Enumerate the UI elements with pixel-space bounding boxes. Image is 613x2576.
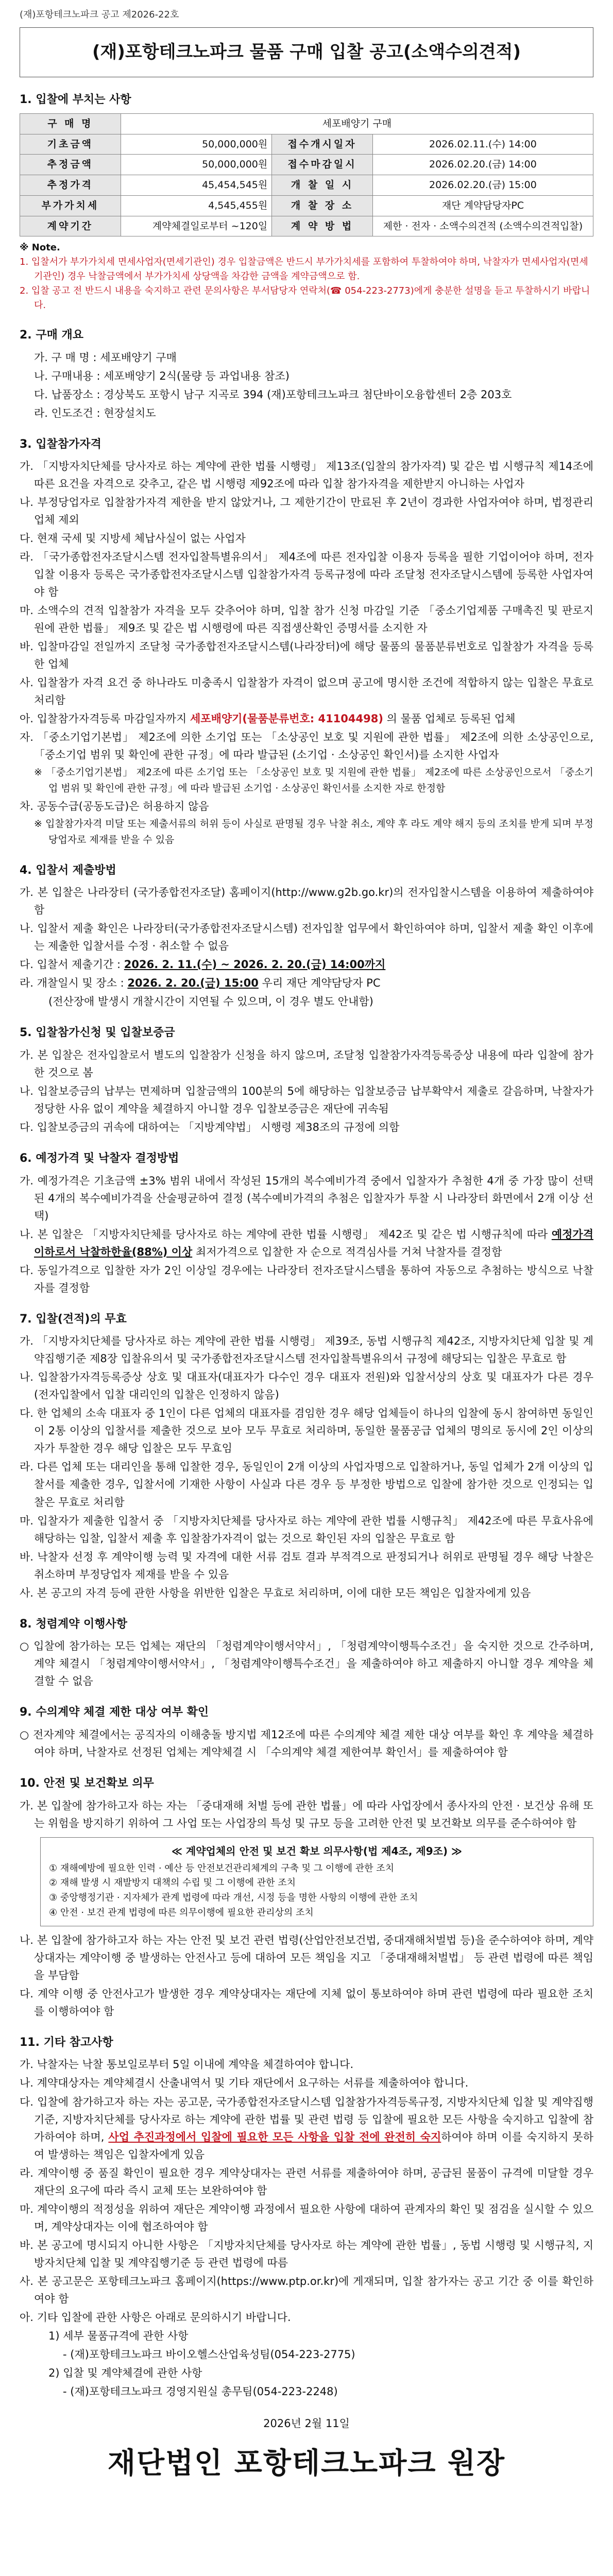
section-8-heading: 8. 청렴계약 이행사항 [20, 1617, 127, 1631]
note-item: 1. 입찰서가 부가가치세 면세사업자(면세기관인) 경우 입찰금액은 반드시 부가가치세를 포함하여 투찰하여야 하며, 낙찰자가 면세사업자(면세기관인) 경우 낙찰금액에서 부가가치세 상당액을 차감한 금액을 계약금액으로 함. [20, 257, 588, 282]
notice-number: (재)포항테크노파크 공고 제2026-22호 [20, 9, 179, 20]
section-10-heading: 10. 안전 및 보건확보 의무 [20, 1776, 154, 1790]
cell-value: 45,454,545원 [121, 175, 272, 196]
submission-period: 2026. 2. 11.(수) ~ 2026. 2. 20.(금) 14:00까지 [124, 958, 386, 971]
cell-header: 추정가격 [20, 175, 121, 196]
award-rate-highlight: 예정가격 이하로서 낙찰하한율(88%) 이상 [34, 1228, 593, 1258]
qualification-item: 차. 공동수급(공동도급)은 허용하지 않음 [20, 800, 209, 813]
submission-item: 가. 본 입찰은 나라장터 (국가종합전자조달) 홈페이지(http://www.g2b.go.kr)의 전자입찰시스템을 이용하여 제출하여야 함 [20, 886, 593, 917]
reference-item: 라. 계약이행 중 품질 확인이 필요한 경우 계약상대자는 관련 서류를 제출하여야 하며, 공급된 물품이 규격에 미달할 경우 재단의 요구에 따라 즉시 교체 또는 보완하여야 함 [20, 2166, 593, 2197]
table-row [20, 216, 593, 236]
safety-duty: ③ 중앙행정기관 · 지자체가 관계 법령에 따라 개선, 시정 등을 명한 사항의 이행에 관한 조치 [49, 1892, 418, 1904]
cell-header: 부가가치세 [20, 195, 121, 216]
safety-duty: ① 재해예방에 필요한 인력 · 예산 등 안전보건관리체계의 구축 및 그 이행에 관한 조치 [49, 1862, 395, 1874]
section-11-heading: 11. 기타 참고사항 [20, 2036, 113, 2049]
safety-duty: ② 재해 발생 시 재발방지 대책의 수립 및 그 이행에 관한 조치 [49, 1877, 296, 1889]
safety-item: 나. 본 입찰에 참가하고자 하는 자는 안전 및 보건 관련 법령(산업안전보건법, 중대재해처벌법 등)을 준수하여야 하며, 계약상대자는 계약이행 중 발생하는 안전사고 등에 대하여 모든 책임을 지고 「중대재해처벌법」 등 관련 법령에 따른 책임을 부담함 [20, 1934, 593, 1981]
qualification-item: 가. 「지방자치단체를 당사자로 하는 계약에 관한 법률 시행령」 제13조(입찰의 참가자격) 및 같은 법 시행규칙 제14조에 따른 요건을 자격으로 갖추고, 같은 법 시행령 제92조에 따라 입찰 참가자격을 제한받지 아니하는 사업자 [20, 460, 593, 490]
invalid-item: 가. 「지방자치단체를 당사자로 하는 계약에 관한 법률 시행령」 제39조, 동법 시행규칙 제42조, 지방자치단체 입찰 및 계약집행기준 제8장 입찰유의서 및 국가종합전자조달시스템 전자입찰특별유의서 규정에 해당되는 입찰은 무효로 함 [20, 1335, 593, 1365]
cell-header: 계 약 방 법 [272, 216, 373, 236]
qualification-item: 사. 입찰참가 자격 요건 중 하나라도 미충족시 입찰참가 자격이 없으며 공고에 명시한 조건에 적합하지 않는 입찰은 무효로 처리함 [20, 676, 593, 707]
safety-box-title: ≪ 계약업체의 안전 및 보건 확보 의무사항(법 제4조, 제9조) ≫ [172, 1844, 462, 1857]
note-block [20, 241, 593, 312]
reference-item: 마. 계약이행의 적정성을 위하여 재단은 계약이행 과정에서 필요한 사항에 대하여 관계자의 확인 및 점검을 실시할 수 있으며, 계약상대자는 이에 협조하여야 함 [20, 2202, 593, 2233]
award-text: 최저가격으로 입찰한 자 순으로 적격심사를 거쳐 낙찰자를 결정함 [192, 1245, 502, 1258]
safety-item: 가. 본 입찰에 참가하고자 하는 자는 「중대재해 처벌 등에 관한 법률」에 따라 사업장에서 종사자의 안전 · 보건상 유해 또는 위험을 방지하기 위하여 그 사업 또는 사업장의 특성 및 규모 등을 고려한 안전 및 보건확보 의무를 준수하여야 함 [20, 1799, 593, 1829]
page-title: (재)포항테크노파크 물품 구매 입찰 공고(소액수의견적) [20, 27, 593, 77]
table-row [20, 175, 593, 196]
note-title: ※ Note. [20, 242, 60, 253]
opening-datetime: 2026. 2. 20.(금) 15:00 [127, 977, 259, 990]
notice-date: 2026년 2월 11일 [263, 2417, 350, 2430]
contact-line: - (재)포항테크노파크 바이오헬스산업육성팀(054-223-2775) [63, 2348, 355, 2361]
qualification-note: ※ 입찰참가자격 미달 또는 제출서류의 허위 등이 사실로 판명될 경우 낙찰 취소, 계약 후 라도 계약 해지 등의 조치를 받게 되며 부정당업자로 제재를 받을 수 있음 [34, 818, 593, 845]
section-6-heading: 6. 예정가격 및 낙찰자 결정방법 [20, 1152, 179, 1165]
invalid-item: 나. 입찰참가자격등록증상 상호 및 대표자(대표자가 다수인 경우 대표자 전원)와 입찰서상의 상호 및 대표자가 다른 경우 (전자입찰에서 입찰 대리인의 입찰은 인정하지 않음) [20, 1371, 593, 1401]
reference-item [20, 2093, 593, 2163]
contact-label: 1) 세부 물품규격에 관한 사항 [48, 2329, 189, 2342]
deposit-item: 가. 본 입찰은 전자입찰로서 별도의 입찰참가 신청을 하지 않으며, 조달청 입찰참가자격등록증상 내용에 따라 입찰에 참가한 것으로 봄 [20, 1048, 593, 1079]
overview-line: 가. 구 매 명 : 세포배양기 구매 [34, 351, 177, 364]
contact-label: 2) 입찰 및 계약체결에 관한 사항 [48, 2366, 202, 2379]
section-9-heading: 9. 수의계약 체결 제한 대상 여부 확인 [20, 1706, 209, 1719]
cell-value: 50,000,000원 [121, 155, 272, 175]
award-item: 다. 동일가격으로 입찰한 자가 2인 이상일 경우에는 나라장터 전자조달시스템을 통하여 자동으로 추첨하는 방식으로 낙찰자를 결정함 [20, 1264, 593, 1294]
contact-line: - (재)포항테크노파크 경영지원실 총무팀(054-223-2248) [63, 2385, 338, 2398]
note-item: 2. 입찰 공고 전 반드시 내용을 숙지하고 관련 문의사항은 부서담당자 연락처(☎ 054-223-2773)에게 충분한 설명을 듣고 투찰하시기 바랍니다. [20, 285, 590, 311]
qualification-text: 아. 입찰참가자격등록 마감일자까지 [20, 713, 190, 725]
qualification-item: 마. 소액수의 견적 입찰참가 자격을 모두 갖추어야 하며, 입찰 참가 신청 마감일 기준 「중소기업제품 구매촉진 및 판로지원에 관한 법률」 제9조 및 같은 법 시행령에 따른 직접생산확인 증명서를 소지한 자 [20, 604, 593, 635]
reference-item: 가. 낙찰자는 낙찰 통보일로부터 5일 이내에 계약을 체결하여야 합니다. [20, 2058, 354, 2071]
qualification-item: 라. 「국가종합전자조달시스템 전자입찰특별유의서」 제4조에 따른 전자입찰 이용자 등록을 필한 기업이어야 하며, 전자입찰 이용자 등록은 국가종합전자조달시스템 입찰참가자격 등록규정에 따라 조달청 전자조달시스템에 등록한 사업자여야 함 [20, 551, 593, 599]
item-code-highlight: 세포배양기(물품분류번호: 41104498) [190, 713, 383, 725]
reference-item: 바. 본 공고에 명시되지 아니한 사항은 「지방자치단체를 당사자로 하는 계약에 관한 법률」, 동법 시행령 및 시행규칙, 지방자치단체 입찰 및 계약집행기준 등 관련 법령에 따름 [20, 2239, 593, 2269]
submission-item: 나. 입찰서 제출 확인은 나라장터(국가종합전자조달시스템) 전자입찰 업무에서 확인하여야 하며, 입찰서 제출 확인 이후에는 제출한 입찰서를 수정 · 취소할 수 없음 [20, 922, 593, 953]
cell-header: 접수마감일시 [272, 155, 373, 175]
overview-line: 라. 인도조건 : 현장설치도 [34, 406, 156, 419]
section-3-heading: 3. 입찰참가자격 [20, 437, 101, 451]
reference-item: 나. 계약대상자는 계약체결시 산출내역서 및 기타 재단에서 요구하는 서류를 제출하여야 합니다. [20, 2077, 469, 2090]
safety-duty: ④ 안전 · 보건 관계 법령에 따른 의무이행에 필요한 관리상의 조치 [49, 1907, 314, 1918]
table-row [20, 113, 593, 134]
restriction-item: ○ 전자계약 체결에서는 공직자의 이해충돌 방지법 제12조에 따른 수의계약 체결 제한 대상 여부를 확인 후 계약을 체결하여야 하며, 낙찰자로 선정된 업체는 계약체결 시 「수의계약 체결 제한여부 확인서」를 제출하여야 함 [20, 1728, 593, 1758]
qualification-item: 다. 현재 국세 및 지방세 체납사실이 없는 사업자 [20, 532, 246, 545]
cell-header: 기초금액 [20, 134, 121, 155]
submission-item [20, 974, 593, 992]
issuer-name: 재단법인 포항테크노파크 원장 [107, 2446, 506, 2480]
submission-label: 다. 입찰서 제출기간 : [20, 958, 124, 971]
reference-text: 하여야 하며 이를 숙지하지 못하여 발생하는 책임은 입찰자에게 있음 [34, 2130, 594, 2161]
submission-text: 우리 재단 계약담당자 PC [258, 977, 381, 990]
cell-header: 개 찰 일 시 [272, 175, 373, 196]
invalid-item: 마. 입찰자가 제출한 입찰서 중 「지방자치단체를 당사자로 하는 계약에 관한 법률 시행규칙」 제42조에 따른 무효사유에 해당하는 입찰, 입찰서 제출 후 입찰참가자격이 없는 것으로 확인된 자의 입찰은 무효로 함 [20, 1514, 593, 1545]
submission-note: (전산장애 발생시 개찰시간이 지연될 수 있으며, 이 경우 별도 안내함) [48, 995, 373, 1008]
cell-value: 50,000,000원 [121, 134, 272, 155]
cell-value: 제한 · 전자 · 소액수의견적 (소액수의견적입찰) [372, 216, 593, 236]
reference-item: 아. 기타 입찰에 관한 사항은 아래로 문의하시기 바랍니다. [20, 2311, 291, 2324]
award-item [20, 1226, 593, 1261]
invalid-item: 다. 한 업체의 소속 대표자 중 1인이 다른 업체의 대표자를 겸임한 경우 해당 업체들이 하나의 입찰에 동시 참여하면 동일인이 2통 이상의 입찰서를 제출한 것으로 보아 모두 무효로 처리하며, 동일한 물품공급 업체의 명의로 동시에 2인 이상의 자가 투찰한 경우 해당 입찰은 모두 무효임 [20, 1407, 593, 1455]
reference-item: 사. 본 공고문은 포항테크노파크 홈페이지(https://www.ptp.or.kr)에 게재되며, 입찰 참가자는 공고 기간 중 이를 확인하여야 함 [20, 2275, 593, 2305]
cell-value: 계약체결일로부터 ~120일 [121, 216, 272, 236]
section-7-heading: 7. 입찰(견적)의 무효 [20, 1312, 127, 1326]
cell-value: 2026.02.20.(금) 14:00 [372, 155, 593, 175]
qualification-item: 자. 「중소기업기본법」 제2조에 의한 소기업 또는 「소상공인 보호 및 지원에 관한 법률」 제2조에 의한 소상공인으로, 「중소기업 범위 및 확인에 관한 규정」에 따라 발급된 (소기업 · 소상공인 확인서)를 소지한 사업자 [20, 731, 593, 761]
overview-line: 나. 구매내용 : 세포배양기 2식(물량 등 과업내용 참조) [34, 369, 290, 382]
safety-item: 다. 계약 이행 중 안전사고가 발생한 경우 계약상대자는 재단에 지체 없이 통보하여야 하며 관련 법령에 따라 필요한 조치를 이행하여야 함 [20, 1987, 593, 2018]
invalid-item: 라. 다른 업체 또는 대리인을 통해 입찰한 경우, 동일인이 2개 이상의 사업자명으로 입찰하거나, 동일 업체가 2개 이상의 입찰서를 제출한 경우, 입찰서에 기재한 사항이 사실과 다른 경우 등 부정한 방법으로 입찰에 참가한 것으로 인정되는 입찰은 무효로 처리함 [20, 1461, 593, 1509]
submission-item [20, 956, 593, 973]
safety-duties-box [40, 1837, 593, 1926]
award-item: 가. 예정가격은 기초금액 ±3% 범위 내에서 작성된 15개의 복수예비가격 중에서 입찰자가 추첨한 4개 중 가장 많이 선택된 4개의 복수예비가격을 산술평균하여 결정 (복수예비가격의 추첨은 입찰자가 투찰 시 나라장터 화면에서 2개 이상 선택) [20, 1174, 593, 1222]
deposit-item: 나. 입찰보증금의 납부는 면제하며 입찰금액의 100분의 5에 해당하는 입찰보증금 납부확약서 제출로 갈음하며, 낙찰자가 정당한 사유 없이 계약을 체결하지 아니할 경우 입찰보증금은 재단에 귀속됨 [20, 1084, 593, 1115]
cell-header: 구 매 명 [20, 113, 121, 134]
cell-header: 접수개시일자 [272, 134, 373, 155]
qualification-item: 바. 입찰마감일 전일까지 조달청 국가종합전자조달시스템(나라장터)에 해당 물품의 물품분류번호로 입찰참가 자격을 등록한 업체 [20, 640, 593, 671]
reference-text: 다. 입찰에 참가하고자 하는 자는 공고문, 국가종합전자조달시스템 입찰참가자격등록규정, 지방자치단체 입찰 및 계약집행기준, 지방자치단체를 당사자로 하는 계약에 관한 법률 및 관련 법령 등 입찰에 필요한 모든 사항을 숙지하고 입찰에 참가하여야 하며, [20, 2095, 593, 2143]
invalid-item: 바. 낙찰자 선정 후 계약이행 능력 및 자격에 대한 서류 검토 결과 부적격으로 판정되거나 허위로 판명될 경우 해당 낙찰은 취소하며 부정당업자 제재를 받을 수 있음 [20, 1550, 593, 1581]
cell-value: 2026.02.20.(금) 15:00 [372, 175, 593, 196]
overview-line: 다. 납품장소 : 경상북도 포항시 남구 지곡로 394 (재)포항테크노파크 첨단바이오융합센터 2층 203호 [34, 388, 512, 401]
award-text: 나. 본 입찰은 「지방자치단체를 당사자로 하는 계약에 관한 법률 시행령」 제42조 및 같은 법 시행규칙에 따라 [20, 1228, 552, 1241]
integrity-item: ○ 입찰에 참가하는 모든 업체는 재단의 「청렴계약이행서약서」, 「청렴계약이행특수조건」을 숙지한 것으로 간주하며, 계약 체결시 「청렴계약이행서약서」, 「청렴계약이행특수조건」을 제출하여야 하고 제출하지 아니할 경우 계약을 체결할 수 없음 [20, 1640, 593, 1688]
table-row [20, 195, 593, 216]
qualification-item: 나. 부정당업자로 입찰참가자격 제한을 받지 않았거나, 그 제한기간이 만료된 후 2년이 경과한 사업자여야 하며, 법정관리업체 제외 [20, 496, 593, 527]
submission-label: 라. 개찰일시 및 장소 : [20, 977, 128, 990]
cell-value: 2026.02.11.(수) 14:00 [372, 134, 593, 155]
section-5-heading: 5. 입찰참가신청 및 입찰보증금 [20, 1026, 175, 1040]
cell-header: 개 찰 장 소 [272, 195, 373, 216]
cell-header: 계약기간 [20, 216, 121, 236]
deposit-item: 다. 입찰보증금의 귀속에 대하여는 「지방계약법」 시행령 제38조의 규정에 의함 [20, 1121, 400, 1133]
table-row [20, 134, 593, 155]
qualification-text: 의 물품 업체로 등록된 업체 [383, 713, 516, 725]
table-row [20, 155, 593, 175]
invalid-item: 사. 본 공고의 자격 등에 관한 사항을 위반한 입찰은 무효로 처리하며, 이에 대한 모든 책임은 입찰자에게 있음 [20, 1586, 531, 1599]
qualification-note: ※ 「중소기업기본법」 제2조에 따른 소기업 또는 「소상공인 보호 및 지원에 관한 법률」 제2조에 따른 소상공인으로서 「중소기업 범위 및 확인에 관한 규정」에 따라 발급된 소기업 · 소상공인 확인서를 소지한 자로 한정함 [34, 767, 593, 794]
reference-highlight: 사업 추진과정에서 입찰에 필요한 모든 사항을 입찰 전에 완전히 숙지 [108, 2130, 441, 2143]
section-2-heading: 2. 구매 개요 [20, 328, 83, 342]
qualification-item [20, 710, 593, 727]
bid-info-table [20, 113, 593, 237]
section-1-heading: 1. 입찰에 부치는 사항 [20, 93, 131, 107]
cell-value: 재단 계약담당자PC [372, 195, 593, 216]
section-4-heading: 4. 입찰서 제출방법 [20, 863, 116, 877]
cell-header: 추정금액 [20, 155, 121, 175]
cell-value: 4,545,455원 [121, 195, 272, 216]
cell-value: 세포배양기 구매 [121, 113, 593, 134]
